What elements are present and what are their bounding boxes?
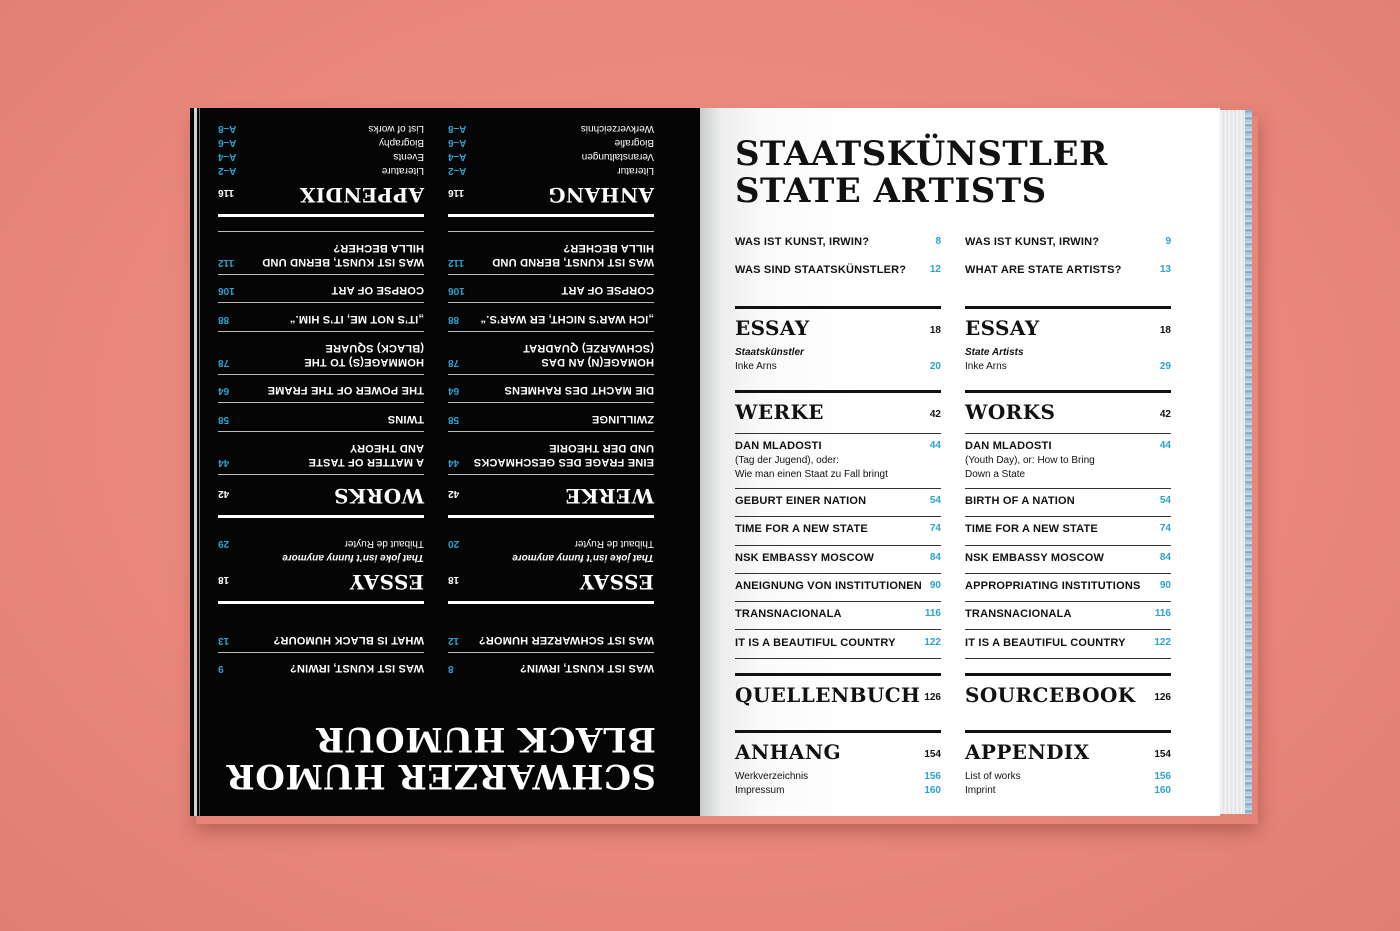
section-heading: WORKS: [333, 484, 424, 508]
appendix-page-number: 156: [1154, 770, 1171, 782]
toc-page-number: 8: [935, 236, 941, 247]
appendix-item: Werkverzeichnis: [580, 122, 654, 134]
toc-label: TIME FOR A NEW STATE: [965, 523, 1098, 536]
toc-row: [965, 230, 1171, 258]
toc-label-line2: (Youth Day), or: How to Bring: [965, 455, 1095, 466]
toc-page-number: 122: [1154, 636, 1171, 648]
section-page-number: 18: [929, 325, 941, 336]
toc-page-number: 44: [218, 457, 230, 468]
essay-page-number: 29: [1159, 361, 1171, 372]
page-block-edges: [1220, 110, 1252, 814]
appendix-page-number: 160: [924, 784, 941, 796]
toc-row: [965, 434, 1171, 489]
toc-label: THE POWER OF THE FRAME: [267, 384, 424, 397]
appendix-page-number: 156: [924, 770, 941, 782]
appendix-page-number: A–8: [448, 122, 467, 134]
toc-page-number: 64: [218, 385, 230, 397]
toc-page-number: 74: [929, 523, 941, 535]
section-heading: ESSAY: [579, 570, 654, 594]
section-heading: SOURCEBOOK: [965, 682, 1136, 707]
toc-page-number: 13: [1159, 264, 1171, 275]
toc-label-line2: (BLACK) SQUARE: [325, 341, 424, 354]
appendix-item: Imprint: [965, 784, 996, 796]
toc-row: [735, 602, 941, 630]
appendix-page-number: A–2: [448, 164, 467, 176]
toc-page-number: 64: [448, 385, 460, 397]
toc-row: [735, 546, 941, 574]
toc-label: HOMMAGE(S) TO THE: [304, 355, 424, 368]
toc-row: [448, 331, 654, 374]
section-page-number: 42: [1159, 409, 1171, 420]
section-page-number: 18: [448, 574, 460, 585]
toc-label: WAS IST KUNST, IRWIN?: [735, 236, 870, 248]
toc-label: TRANSNACIONALA: [735, 608, 842, 621]
toc-page-number: 12: [929, 264, 941, 275]
toc-label: DIE MACHT DES RAHMENS: [504, 384, 654, 397]
toc-label: TRANSNACIONALA: [965, 608, 1072, 621]
toc-page-number: 8: [448, 663, 454, 674]
toc-row: [448, 402, 654, 431]
toc-page-number: 106: [448, 285, 465, 297]
left-page-black-humour: [190, 108, 700, 816]
toc-label: WAS IST KUNST, BERND UND: [492, 255, 654, 268]
toc-label: APPROPRIATING INSTITUTIONS: [965, 579, 1141, 592]
appendix-page-number: 160: [1154, 784, 1171, 796]
toc-page-number: 112: [448, 256, 465, 268]
section-page-number: 18: [1159, 325, 1171, 336]
toc-row: [735, 631, 941, 659]
appendix-item: Events: [393, 150, 424, 162]
section-appendix: [735, 730, 941, 802]
left-title-line1: SCHWARZER HUMOR: [226, 756, 656, 796]
section-sourcebook: [735, 673, 941, 729]
toc-label: NSK EMBASSY MOSCOW: [965, 551, 1105, 564]
toc-page-number: 106: [218, 285, 235, 297]
toc-label: HOMAGE(N) AN DAS: [541, 355, 654, 368]
toc-row: [218, 302, 424, 331]
appendix-page-number: A–6: [448, 136, 467, 148]
toc-label: GEBURT EINER NATION: [735, 495, 867, 507]
section-works: [448, 474, 654, 518]
essay-author: Inke Arns: [965, 361, 1007, 372]
appendix-item: Literature: [381, 164, 424, 176]
toc-row: [448, 624, 654, 652]
toc-page-number: 44: [929, 440, 941, 451]
section-heading: ESSAY: [735, 316, 810, 340]
toc-label: CORPSE OF ART: [331, 284, 424, 297]
section-sourcebook: [965, 673, 1171, 729]
section-works: [735, 390, 941, 434]
essay-page-number: 29: [218, 538, 230, 549]
appendix-page-number: A–4: [448, 150, 467, 162]
appendix-item: Biografie: [614, 136, 654, 148]
toc-label: CORPSE OF ART: [561, 284, 654, 297]
right-page-state-artists: [700, 108, 1220, 816]
appendix-item: List of works: [965, 770, 1021, 782]
toc-row: [218, 652, 424, 680]
section-essay: [735, 306, 941, 384]
left-title-line2: BLACK HUMOUR: [315, 719, 656, 759]
toc-row: [448, 431, 654, 474]
section-essay: [965, 306, 1171, 384]
toc-page-number: 54: [1159, 495, 1171, 506]
section-page-number: 126: [924, 691, 941, 703]
toc-page-number: 9: [218, 663, 224, 674]
toc-row: [218, 231, 424, 274]
toc-label: WAS IST KUNST, BERND UND: [262, 255, 424, 268]
appendix-item: Biography: [378, 136, 424, 148]
essay-title: State Artists: [965, 347, 1024, 358]
section-heading: WERKE: [735, 400, 824, 424]
toc-row: [448, 374, 654, 403]
section-works: [965, 390, 1171, 434]
toc-label-line2: (Tag der Jugend), oder:: [735, 455, 839, 466]
section-heading: WORKS: [965, 400, 1056, 424]
toc-row: [218, 431, 424, 474]
toc-row: [965, 258, 1171, 286]
section-page-number: 126: [1154, 691, 1171, 703]
toc-page-number: 78: [218, 356, 230, 368]
toc-row: [218, 624, 424, 652]
toc-page-number: 116: [1154, 608, 1171, 620]
appendix-page-number: A–8: [218, 122, 237, 134]
toc-page-number: 90: [1159, 579, 1171, 591]
section-works: [218, 474, 424, 518]
section-heading: ANHANG: [548, 182, 654, 207]
toc-label: „ICH WAR’S NICHT, ER WAR’S.“: [480, 312, 654, 325]
toc-page-number: 58: [448, 414, 460, 425]
section-page-number: 154: [924, 748, 941, 760]
toc-row: [448, 652, 654, 680]
toc-row: [965, 517, 1171, 545]
toc-page-number: 122: [924, 636, 941, 648]
right-title-line1: STAATSKÜNSTLER: [735, 134, 1108, 174]
toc-label: DAN MLADOSTI: [735, 440, 822, 452]
toc-row: [735, 434, 941, 489]
appendix-item: Literatur: [617, 164, 654, 176]
toc-page-number: 54: [929, 495, 941, 506]
section-essay: [218, 524, 424, 604]
toc-row: [448, 231, 654, 274]
section-page-number: 42: [218, 488, 230, 499]
toc-page-number: 84: [1159, 551, 1171, 563]
toc-label: EINE FRAGE DES GESCHMACKS: [473, 456, 654, 468]
toc-row: [965, 546, 1171, 574]
toc-label: WAS IST KUNST, IRWIN?: [289, 662, 424, 674]
page-block-blue-edge: [1245, 110, 1252, 814]
toc-page-number: 9: [1165, 236, 1171, 247]
section-page-number: 18: [218, 574, 230, 585]
toc-label: WAS IST SCHWARZER HUMOR?: [478, 634, 654, 646]
toc-label-line2: HILLA BECHER?: [563, 241, 654, 254]
toc-row: [735, 489, 941, 517]
toc-label: TWINS: [387, 413, 424, 425]
toc-page-number: 74: [1159, 523, 1171, 535]
section-page-number: 116: [218, 186, 235, 198]
toc-label-line2: AND THEORY: [349, 442, 424, 454]
essay-author: Inke Arns: [735, 361, 777, 372]
toc-row: [735, 574, 941, 602]
toc-label: ANEIGNUNG VON INSTITUTIONEN: [735, 579, 922, 592]
toc-row: [448, 274, 654, 303]
toc-row: [218, 402, 424, 431]
appendix-item: List of works: [368, 122, 424, 134]
toc-label: IT IS A BEAUTIFUL COUNTRY: [965, 636, 1126, 649]
toc-row: [735, 517, 941, 545]
toc-page-number: 84: [929, 551, 941, 563]
toc-row: [448, 302, 654, 331]
toc-page-number: 88: [448, 313, 460, 325]
toc-label-line3: Wie man einen Staat zu Fall bringt: [735, 469, 888, 480]
rotated-content: [190, 108, 700, 816]
toc-row: [965, 574, 1171, 602]
section-heading: QUELLENBUCH: [735, 682, 921, 707]
toc-label: ZWILLINGE: [591, 413, 654, 425]
toc-row: [218, 374, 424, 403]
toc-row: [218, 274, 424, 303]
section-appendix: [965, 730, 1171, 802]
section-essay: [448, 524, 654, 604]
section-heading: ESSAY: [349, 570, 424, 594]
essay-author: Thibaut de Ruyter: [574, 538, 654, 549]
section-heading: APPENDIX: [299, 182, 424, 207]
toc-label: A MATTER OF TASTE: [308, 456, 424, 468]
toc-row: [218, 331, 424, 374]
toc-page-number: 88: [218, 313, 230, 325]
toc-label: WHAT ARE STATE ARTISTS?: [965, 264, 1122, 276]
essay-author: Thibaut de Ruyter: [344, 538, 424, 549]
toc-label-line2: UND DER THEORIE: [548, 442, 654, 454]
section-page-number: 42: [929, 409, 941, 420]
toc-page-number: 90: [929, 579, 941, 591]
appendix-page-number: A–6: [218, 136, 237, 148]
appendix-page-number: A–4: [218, 150, 237, 162]
toc-page-number: 44: [448, 457, 460, 468]
section-appendix: [448, 117, 654, 217]
toc-row: [965, 631, 1171, 659]
appendix-item: Werkverzeichnis: [735, 770, 809, 782]
toc-label-line2: (SCHWARZE) QUADRAT: [522, 341, 654, 354]
toc-page-number: 112: [218, 256, 235, 268]
toc-label: BIRTH OF A NATION: [965, 495, 1075, 507]
toc-row: [965, 602, 1171, 630]
essay-page-number: 20: [448, 538, 460, 549]
essay-title: Staatskünstler: [735, 347, 804, 358]
toc-label: DAN MLADOSTI: [965, 440, 1052, 452]
toc-label: WAS SIND STAATSKÜNSTLER?: [735, 264, 907, 276]
right-title-line2: STATE ARTISTS: [735, 171, 1047, 211]
section-page-number: 116: [448, 186, 465, 198]
appendix-item: Impressum: [735, 784, 785, 796]
section-heading: WERKE: [565, 484, 654, 508]
toc-label: IT IS A BEAUTIFUL COUNTRY: [735, 636, 896, 649]
essay-page-number: 20: [929, 361, 941, 372]
essay-title: That joke isn’t funny anymore: [512, 552, 654, 563]
section-heading: ANHANG: [735, 739, 841, 764]
toc-label: WAS IST KUNST, IRWIN?: [965, 236, 1100, 248]
toc-page-number: 13: [218, 635, 230, 646]
toc-label: TIME FOR A NEW STATE: [735, 523, 868, 536]
section-page-number: 154: [1154, 748, 1171, 760]
section-heading: APPENDIX: [965, 739, 1090, 764]
toc-row: [735, 258, 941, 286]
toc-label: WAS IST KUNST, IRWIN?: [519, 662, 654, 674]
section-appendix: [218, 117, 424, 217]
section-page-number: 42: [448, 488, 460, 499]
appendix-item: Veranstaltungen: [581, 150, 654, 162]
toc-label-line3: Down a State: [965, 469, 1026, 480]
toc-row: [965, 489, 1171, 517]
toc-label: NSK EMBASSY MOSCOW: [735, 551, 875, 564]
toc-label: WHAT IS BLACK HUMOUR?: [273, 634, 424, 646]
toc-label-line2: HILLA BECHER?: [333, 241, 424, 254]
toc-page-number: 78: [448, 356, 460, 368]
toc-page-number: 12: [448, 635, 460, 646]
toc-row: [735, 230, 941, 258]
appendix-page-number: A–2: [218, 164, 237, 176]
toc-page-number: 44: [1159, 440, 1171, 451]
toc-label: „IT’S NOT ME, IT’S HIM.“: [289, 312, 424, 325]
essay-title: That joke isn’t funny anymore: [282, 552, 424, 563]
toc-page-number: 116: [924, 608, 941, 620]
toc-page-number: 58: [218, 414, 230, 425]
section-heading: ESSAY: [965, 316, 1040, 340]
